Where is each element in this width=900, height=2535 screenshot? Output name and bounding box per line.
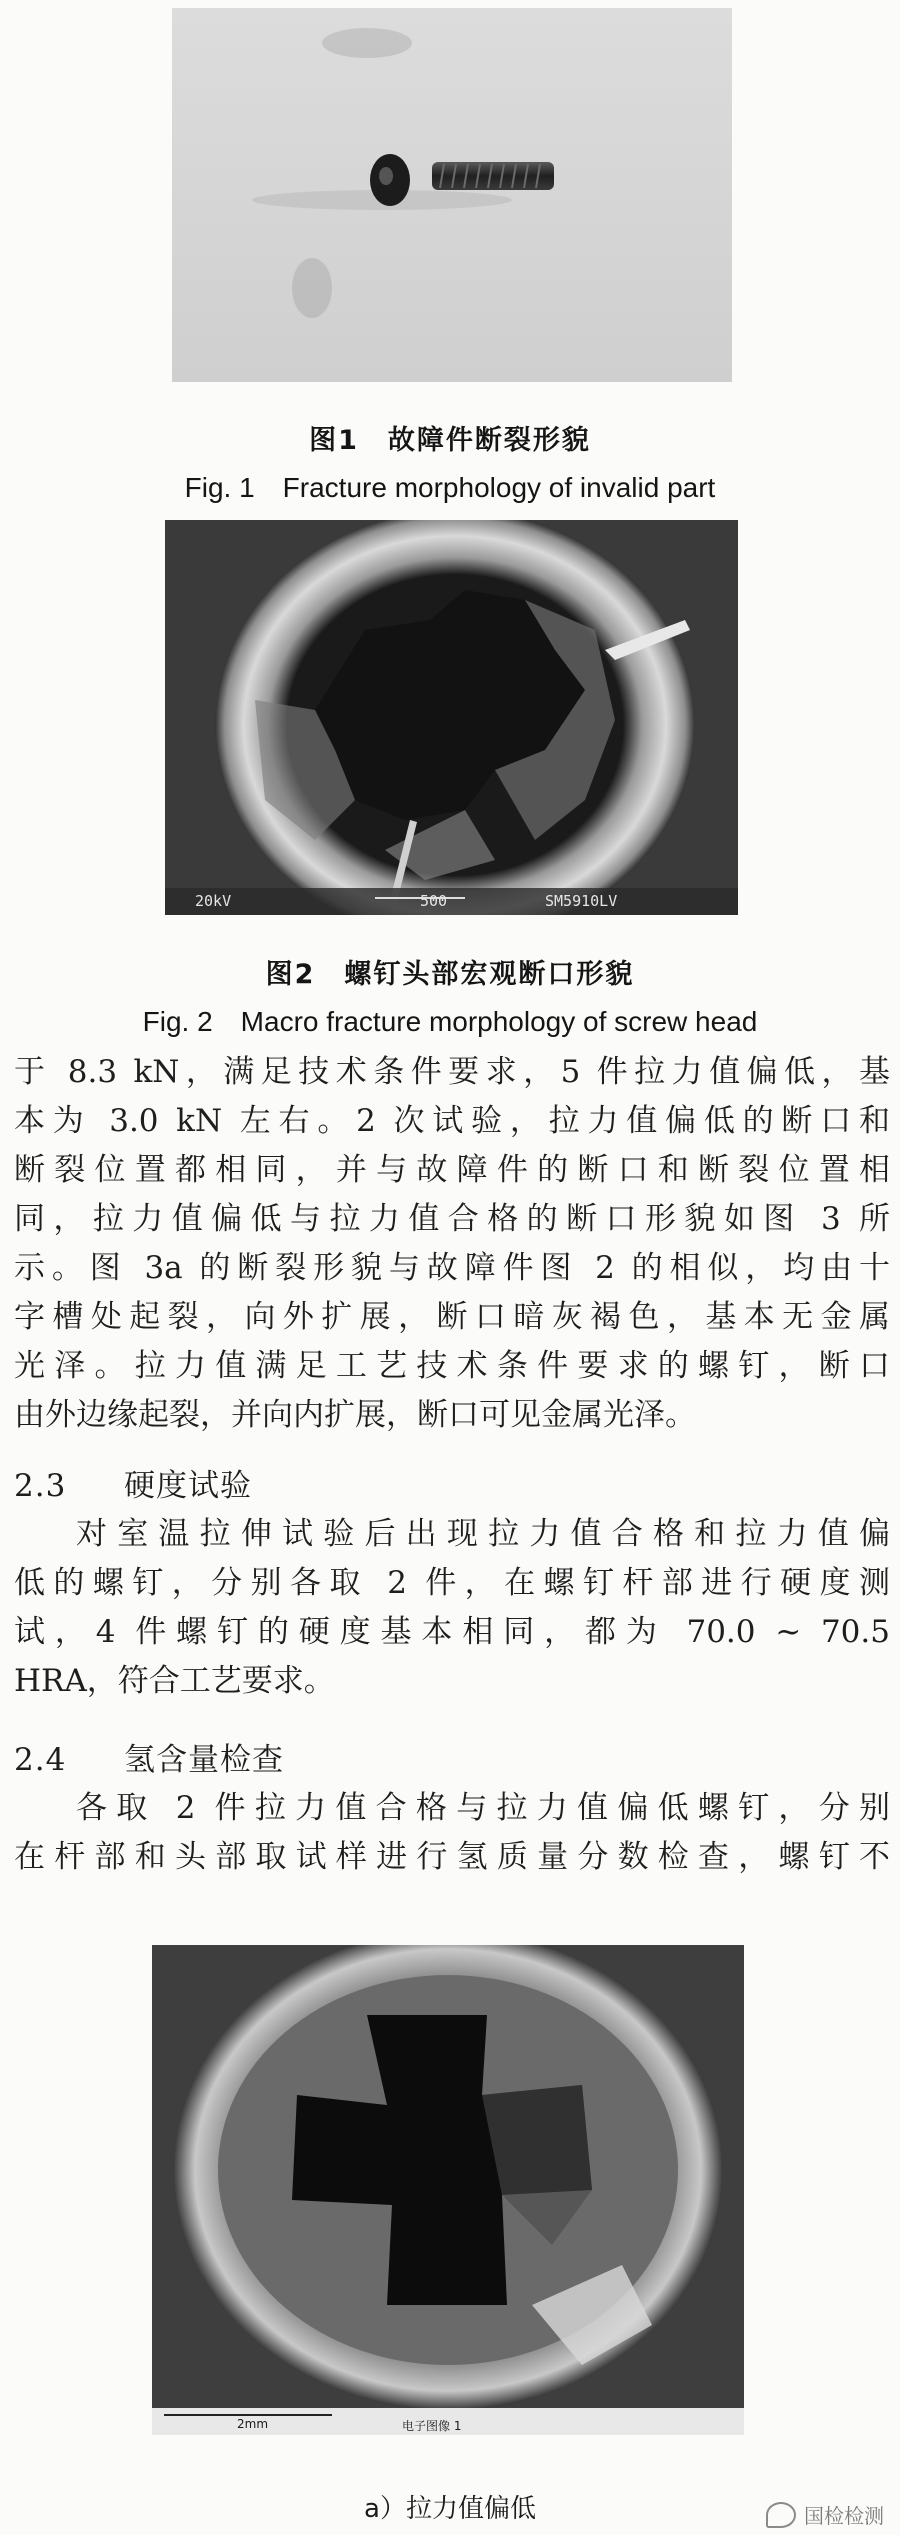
section-number: 2.3: [14, 1468, 67, 1504]
figure1-caption-cn: 图1 故障件断裂形貌: [309, 425, 591, 456]
text-line: 本为 3.0 kN 左右。2 次试验，拉力值偏低的断口和: [14, 1103, 890, 1139]
text-line: 字槽处起裂，向外扩展，断口暗灰褐色，基本无金属: [14, 1299, 890, 1335]
figure3a-sem-image: [152, 1945, 744, 2435]
sem-scale-label: 500: [420, 892, 448, 910]
screw-photo: [172, 8, 732, 382]
text-line: 同，拉力值偏低与拉力值合格的断口形貌如图 3 所: [14, 1201, 890, 1237]
watermark: [766, 2500, 884, 2529]
figure3a-caption: a）拉力值偏低: [364, 2494, 536, 2524]
sem-voltage-label: 20kV: [195, 892, 232, 910]
chat-bubble-icon: [766, 2502, 796, 2528]
section-title: 硬度试验: [124, 1468, 252, 1504]
sem-detector-label: 电子图像 1: [402, 2419, 462, 2433]
text-line: 断裂位置都相同，并与故障件的断口和断裂位置相: [14, 1152, 890, 1188]
sem-model-label: SM5910LV: [545, 892, 618, 910]
figure2-caption-en: Fig. 2 Macro fracture morphology of screw head: [142, 1006, 758, 1037]
section-2-4-heading: [14, 1734, 284, 1779]
section-number: 2.4: [14, 1742, 67, 1778]
text-line: 试，4 件螺钉的硬度基本相同，都为 70.0 ~ 70.5: [14, 1614, 890, 1650]
figure1-caption-en: Fig. 1 Fracture morphology of invalid part: [184, 472, 716, 503]
text-line: 低的螺钉，分别各取 2 件，在螺钉杆部进行硬度测: [14, 1565, 890, 1601]
text-line: 各取 2 件拉力值合格与拉力值偏低螺钉，分别: [76, 1790, 890, 1826]
screw-head-fracture: [165, 520, 738, 915]
text-line: 于 8.3 kN，满足技术条件要求，5 件拉力值偏低，基: [14, 1054, 890, 1090]
text-line: 示。图 3a 的断裂形貌与故障件图 2 的相似，均由十: [14, 1250, 890, 1286]
figure2-sem-image: [165, 520, 738, 915]
section-2-3-paragraph: [14, 1510, 890, 1706]
section-2-3-heading: [14, 1460, 252, 1505]
text-line: 在杆部和头部取试样进行氢质量分数检查，螺钉不: [14, 1839, 890, 1875]
section-2-2-paragraph: [14, 1048, 890, 1440]
figure2-caption-cn: 图2 螺钉头部宏观断口形貌: [265, 959, 635, 990]
watermark-text: 国检检测: [804, 2504, 884, 2528]
text-line: 由外边缘起裂，并向内扩展，断口可见金属光泽。: [14, 1397, 696, 1433]
section-2-4-paragraph: [14, 1784, 890, 1882]
figure1-photo: [172, 8, 732, 382]
text-line: 光泽。拉力值满足工艺技术条件要求的螺钉，断口: [14, 1348, 890, 1384]
text-line: HRA，符合工艺要求。: [14, 1663, 335, 1699]
text-line: 对室温拉伸试验后出现拉力值合格和拉力值偏: [76, 1516, 890, 1552]
low-tension-fracture: [152, 1945, 744, 2435]
sem-scale-bar-label: 2mm: [237, 2417, 269, 2431]
section-title: 氢含量检查: [124, 1742, 284, 1778]
